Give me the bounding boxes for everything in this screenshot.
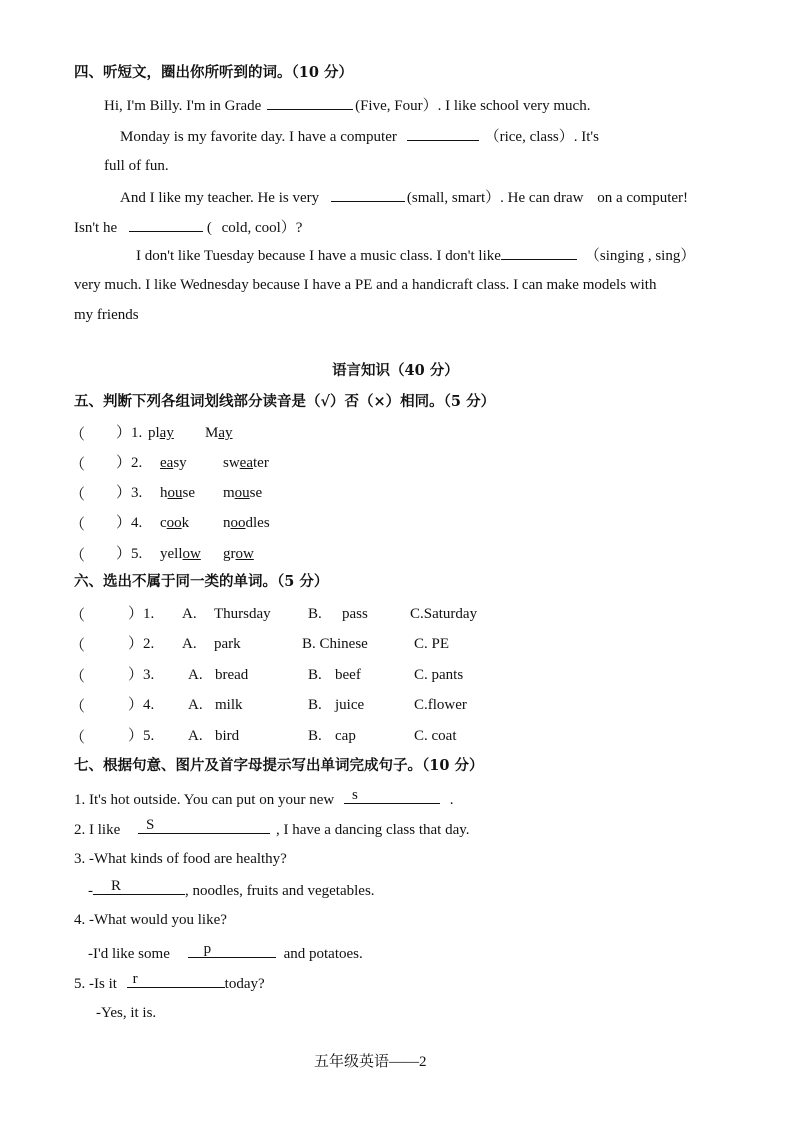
word-2 bbox=[205, 424, 233, 442]
question-4: 4. -What would you like? bbox=[74, 912, 227, 928]
answer-blank-4[interactable]: p bbox=[188, 943, 276, 958]
blank-5[interactable] bbox=[501, 245, 577, 260]
answer-paren[interactable]: （ bbox=[70, 517, 86, 533]
word-1-underlined: ea bbox=[160, 455, 174, 471]
passage-line-6: I don't like Tuesday because I have a music class. I don't like （singing , sing） bbox=[136, 245, 695, 265]
word-1-prefix: yell bbox=[160, 546, 183, 562]
knowledge-title: 语言知识（40 分） bbox=[332, 362, 459, 379]
blank-1[interactable] bbox=[267, 95, 353, 110]
section7-heading: 七、根据句意、图片及首字母提示写出单词完成句子。（10 分） bbox=[74, 757, 484, 774]
word-1-prefix: c bbox=[160, 515, 167, 531]
passage-line-3: full of fun. bbox=[104, 158, 169, 174]
page-footer: 五年级英语——2 bbox=[314, 1054, 427, 1070]
word-1 bbox=[160, 484, 195, 502]
word-1-underlined: ou bbox=[167, 485, 183, 501]
item-number: ）4. bbox=[116, 515, 143, 531]
option-c: C.Saturday bbox=[410, 606, 478, 622]
word-2-prefix: gr bbox=[223, 546, 236, 562]
option-b-letter: B. bbox=[308, 697, 322, 713]
answer-paren[interactable]: （ bbox=[70, 730, 86, 746]
word-1-suffix: se bbox=[182, 485, 195, 501]
item-number: ）5. bbox=[116, 546, 143, 562]
item-number: ）2. bbox=[116, 455, 143, 471]
answer-paren[interactable]: （ bbox=[70, 638, 86, 654]
passage-line-2: Monday is my favorite day. I have a computer （rice, class）. It's bbox=[120, 126, 599, 146]
item-number: ）5. bbox=[128, 728, 155, 744]
word-2 bbox=[223, 545, 254, 563]
answer-paren[interactable]: （ bbox=[70, 487, 86, 503]
answer-blank-1[interactable]: s bbox=[344, 789, 440, 804]
section5-heading: 五、判断下列各组词划线部分读音是（√）否（×）相同。（5 分） bbox=[74, 393, 496, 410]
word-2-suffix: se bbox=[249, 485, 263, 501]
option-a-word: bird bbox=[215, 728, 240, 744]
passage-line-8: my friends bbox=[74, 307, 139, 323]
item-number: ）2. bbox=[128, 636, 155, 652]
word-1 bbox=[160, 514, 189, 532]
option-a-letter: A. bbox=[188, 728, 203, 744]
word-2-underlined: oo bbox=[230, 515, 246, 531]
answer-paren[interactable]: （ bbox=[70, 548, 86, 564]
option-a-letter: A. bbox=[182, 636, 197, 652]
option-a-letter: A. bbox=[182, 606, 197, 622]
option-b-letter: B. Chinese bbox=[302, 636, 368, 652]
option-b-word: beef bbox=[335, 667, 361, 683]
answer-blank-3[interactable]: R bbox=[93, 880, 185, 895]
item-number: ）1. bbox=[128, 606, 155, 622]
answer-blank-2[interactable]: S bbox=[138, 819, 270, 834]
option-a-word: Thursday bbox=[214, 606, 271, 622]
question-1: 1. It's hot outside. You can put on your new s . bbox=[74, 787, 454, 808]
blank-4[interactable] bbox=[129, 217, 203, 232]
word-2 bbox=[223, 484, 262, 502]
word-2-underlined: ou bbox=[234, 485, 250, 501]
word-2 bbox=[223, 514, 270, 532]
option-c: C. coat bbox=[414, 728, 457, 744]
passage-line-4: And I like my teacher. He is very (small, smart）. He can draw on a computer! bbox=[120, 187, 688, 207]
option-a-word: bread bbox=[215, 667, 249, 683]
section4-heading: 四、听短文，圈出你所听到的词。（10 分） bbox=[74, 64, 353, 81]
word-2 bbox=[223, 454, 269, 472]
blank-3[interactable] bbox=[331, 187, 405, 202]
item-number: ）4. bbox=[128, 697, 155, 713]
word-1-suffix: k bbox=[181, 515, 190, 531]
answer-paren[interactable]: （ bbox=[70, 608, 86, 624]
word-2-underlined: ea bbox=[239, 455, 253, 471]
answer-paren[interactable]: （ bbox=[70, 427, 86, 443]
word-1-suffix: sy bbox=[173, 455, 187, 471]
question-5-answer: -Yes, it is. bbox=[96, 1005, 157, 1021]
option-c: C.flower bbox=[414, 697, 467, 713]
passage-line-7: very much. I like Wednesday because I have a PE and a handicraft class. I can make models with bbox=[74, 277, 657, 293]
word-2-underlined: ay bbox=[218, 425, 233, 441]
option-b-word: juice bbox=[335, 697, 365, 713]
word-2-prefix: M bbox=[205, 425, 219, 441]
word-1-underlined: ay bbox=[159, 425, 174, 441]
passage-line-5: Isn't he ( cold, cool）? bbox=[74, 217, 302, 237]
option-a-letter: A. bbox=[188, 697, 203, 713]
item-number: ）3. bbox=[116, 485, 143, 501]
word-2-suffix: ter bbox=[253, 455, 269, 471]
question-3-answer: - R , noodles, fruits and vegetables. bbox=[88, 878, 375, 899]
blank-2[interactable] bbox=[407, 126, 479, 141]
option-a-word: park bbox=[214, 636, 241, 652]
answer-paren[interactable]: （ bbox=[70, 669, 86, 685]
item-number: ）3. bbox=[128, 667, 155, 683]
option-b-word: pass bbox=[342, 606, 368, 622]
word-2-prefix: sw bbox=[223, 455, 240, 471]
word-1 bbox=[160, 454, 187, 472]
option-c: C. pants bbox=[414, 667, 464, 683]
word-2-suffix: dles bbox=[245, 515, 270, 531]
word-2-underlined: ow bbox=[235, 546, 254, 562]
word-1-underlined: ow bbox=[182, 546, 201, 562]
question-5: 5. -Is it r today? bbox=[74, 971, 265, 992]
word-1 bbox=[160, 545, 201, 563]
option-b-letter: B. bbox=[308, 667, 322, 683]
option-a-word: milk bbox=[215, 697, 243, 713]
word-2-prefix: m bbox=[223, 485, 235, 501]
word-1 bbox=[148, 424, 174, 442]
answer-paren[interactable]: （ bbox=[70, 457, 86, 473]
option-b-word: cap bbox=[335, 728, 356, 744]
answer-paren[interactable]: （ bbox=[70, 699, 86, 715]
option-c: C. PE bbox=[414, 636, 450, 652]
section6-heading: 六、选出不属于同一类的单词。（5 分） bbox=[74, 573, 329, 590]
word-1-underlined: oo bbox=[166, 515, 182, 531]
question-4-answer: -I'd like some p and potatoes. bbox=[88, 941, 363, 962]
answer-blank-5[interactable]: r bbox=[127, 973, 225, 988]
option-b-letter: B. bbox=[308, 606, 322, 622]
option-b-letter: B. bbox=[308, 728, 322, 744]
word-1-prefix: pl bbox=[148, 425, 160, 441]
word-2-prefix: n bbox=[223, 515, 231, 531]
option-a-letter: A. bbox=[188, 667, 203, 683]
passage-line-1: Hi, I'm Billy. I'm in Grade (Five, Four）. I like school very much. bbox=[104, 95, 590, 115]
item-number: ）1. bbox=[116, 425, 143, 441]
question-2: 2. I like S , I have a dancing class that day. bbox=[74, 817, 470, 838]
question-3: 3. -What kinds of food are healthy? bbox=[74, 851, 287, 867]
word-1-prefix: h bbox=[160, 485, 168, 501]
